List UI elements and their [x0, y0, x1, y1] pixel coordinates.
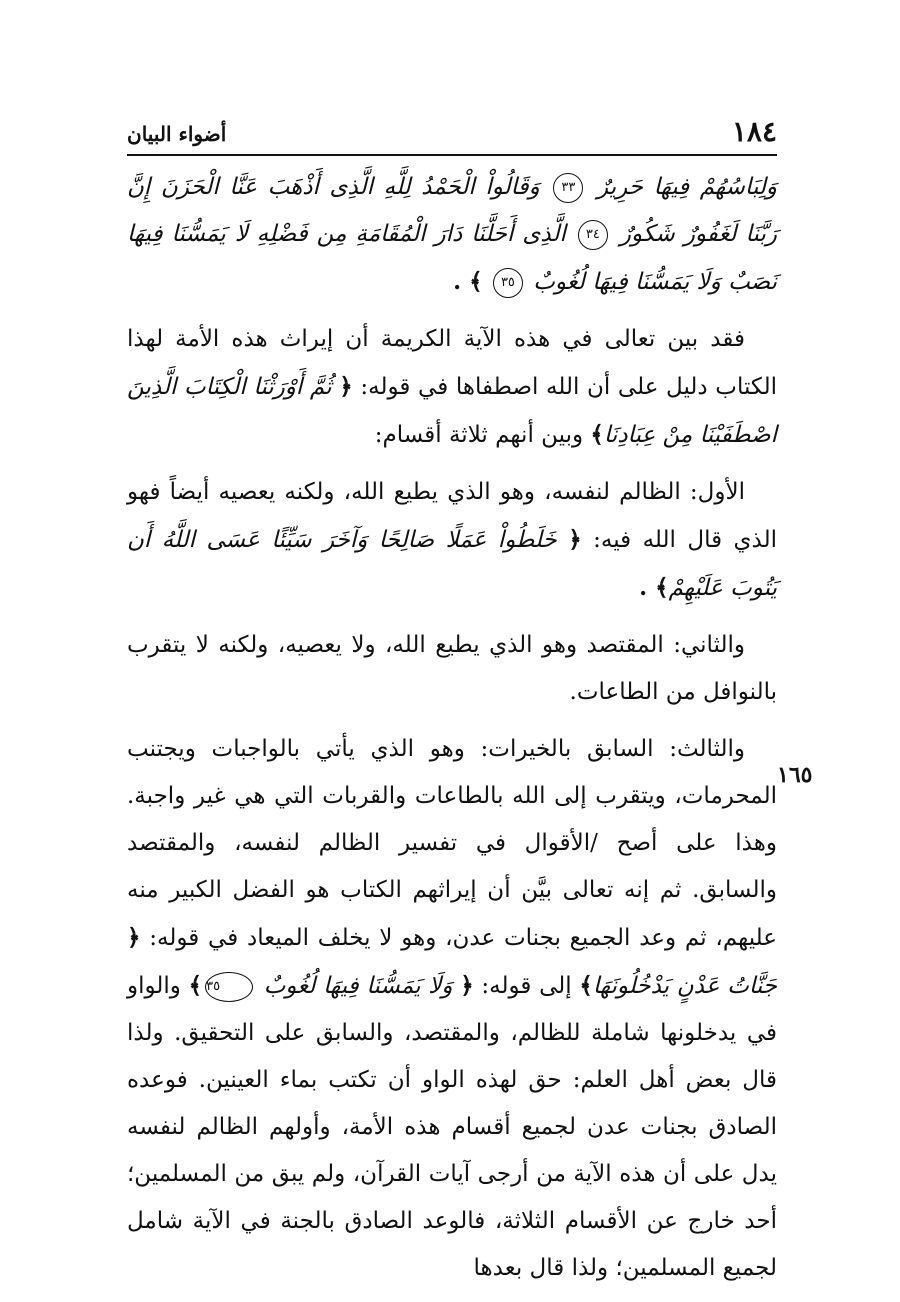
quran-quote: جَنَّاتُ عَدْنٍ يَدْخُلُونَهَا: [592, 973, 778, 999]
paragraph-text: وبين أنهم ثلاثة أقسام:: [374, 422, 584, 448]
paragraph-intro: [127, 316, 777, 459]
quote-open: ﴿: [339, 373, 353, 400]
paragraph-text: إلى قوله:: [481, 973, 572, 999]
quote-close: ﴾: [579, 972, 593, 999]
quote-open: ﴿: [127, 924, 141, 951]
verse-block: [127, 164, 777, 306]
quote-close: ﴾: [590, 421, 604, 448]
verse-number-33: ٣٣: [553, 173, 583, 203]
quran-quote: خَلَطُواْ عَمَلًا صَالِحًا وَآخَرَ سَيِّئًا عَسَى اللَّهُ أَن يَتُوبَ عَلَيْهِمْ: [127, 527, 777, 601]
paragraph-text: الأول: الظالم لنفسه، وهو الذي يطيع الله، ولكنه يعصيه أيضاً فهو الذي قال الله فيه:: [127, 479, 777, 553]
verse-text: الَّذِى أَحَلَّنَا دَارَ الْمُقَامَةِ مِن فَضْلِهِ لَا يَمَسُّنَا فِيهَا نَصَبٌ وَلَا يَمَسُّنَا فِيهَا لُغُوبٌ: [127, 221, 777, 295]
paragraph-first-category: [127, 469, 777, 612]
verse-text: وَقَالُواْ الْحَمْدُ لِلَّهِ الَّذِى أَذْهَبَ عَنَّا الْحَزَنَ إِنَّ رَبَّنَا لَغَفُورٌ شَكُورٌ: [127, 174, 777, 247]
margin-folio-number: ١٦٥: [777, 762, 813, 788]
paragraph-third-category: [127, 726, 777, 1292]
paragraph-text: والثاني: المقتصد وهو الذي يطيع الله، ولا يعصيه، ولكنه لا يتقرب بالنوافل من الطاعات.: [127, 632, 777, 705]
quran-quote: وَلَا يَمَسُّنَا فِيهَا لُغُوبٌ: [263, 973, 453, 999]
verse-number-35: ٣٥: [493, 268, 523, 298]
quote-open: ﴿: [460, 972, 474, 999]
quote-close: ﴾ .: [453, 268, 483, 295]
quran-quote: ثُمَّ أَوْرَثْنَا الْكِتَابَ الَّذِينَ اصْطَفَيْنَا مِنْ عِبَادِنَا: [127, 374, 777, 448]
quote-close: ﴾: [188, 972, 203, 999]
quote-open: ﴿: [568, 526, 582, 553]
header-rule: [127, 154, 777, 156]
page-body: [127, 164, 777, 1302]
paragraph-text: والواو في يدخلونها شاملة للظالم، والمقتصد، والسابق على التحقيق. ولذا قال بعض أهل العلم: حق لهذه الواو أن تكتب بماء العينين. فوعده الصادق بجنات عدن لجميع أقسام هذه الأمة، وأولهم الظالم لنفسه يدل على أن هذه الآية من أرجى آيات القرآن، ولم يبق من المسلمين؛ أحد خارج عن الأقسام الثلاثة، فالوعد الصادق بالجنة في الآية شامل لجميع المسلمين؛ ولذا قال بعدها: [127, 973, 777, 1281]
verse-number-34: ٣٤: [578, 220, 608, 250]
page-number: ١٨٤: [731, 115, 777, 148]
paragraph-text: والثالث: السابق بالخيرات: وهو الذي يأتي بالواجبات ويجتنب المحرمات، ويتقرب إلى الله بالطاعات والقربات التي هي غير واجبة. وهذا على أصح /الأقوال في تفسير الظالم لنفسه، والمقتصد والسابق. ثم إنه تعالى بيَّن أن إيراثهم الكتاب هو الفضل الكبير منه عليهم، ثم وعد الجميع بجنات عدن، وهو لا يخلف الميعاد في قوله:: [127, 736, 778, 951]
paragraph-text: فقد بين تعالى في هذه الآية الكريمة أن إيراث هذه الأمة لهذا الكتاب دليل على أن الله اصطفاها في قوله:: [127, 326, 777, 400]
verse-text: وَلِبَاسُهُمْ فِيهَا حَرِيرٌ: [597, 174, 777, 200]
quote-close: ﴾ .: [639, 574, 669, 601]
running-title: أضواء البيان: [127, 122, 227, 146]
paragraph-second-category: [127, 622, 777, 716]
page-header: [127, 112, 777, 152]
verse-number-35: ٣٥: [205, 972, 253, 1002]
